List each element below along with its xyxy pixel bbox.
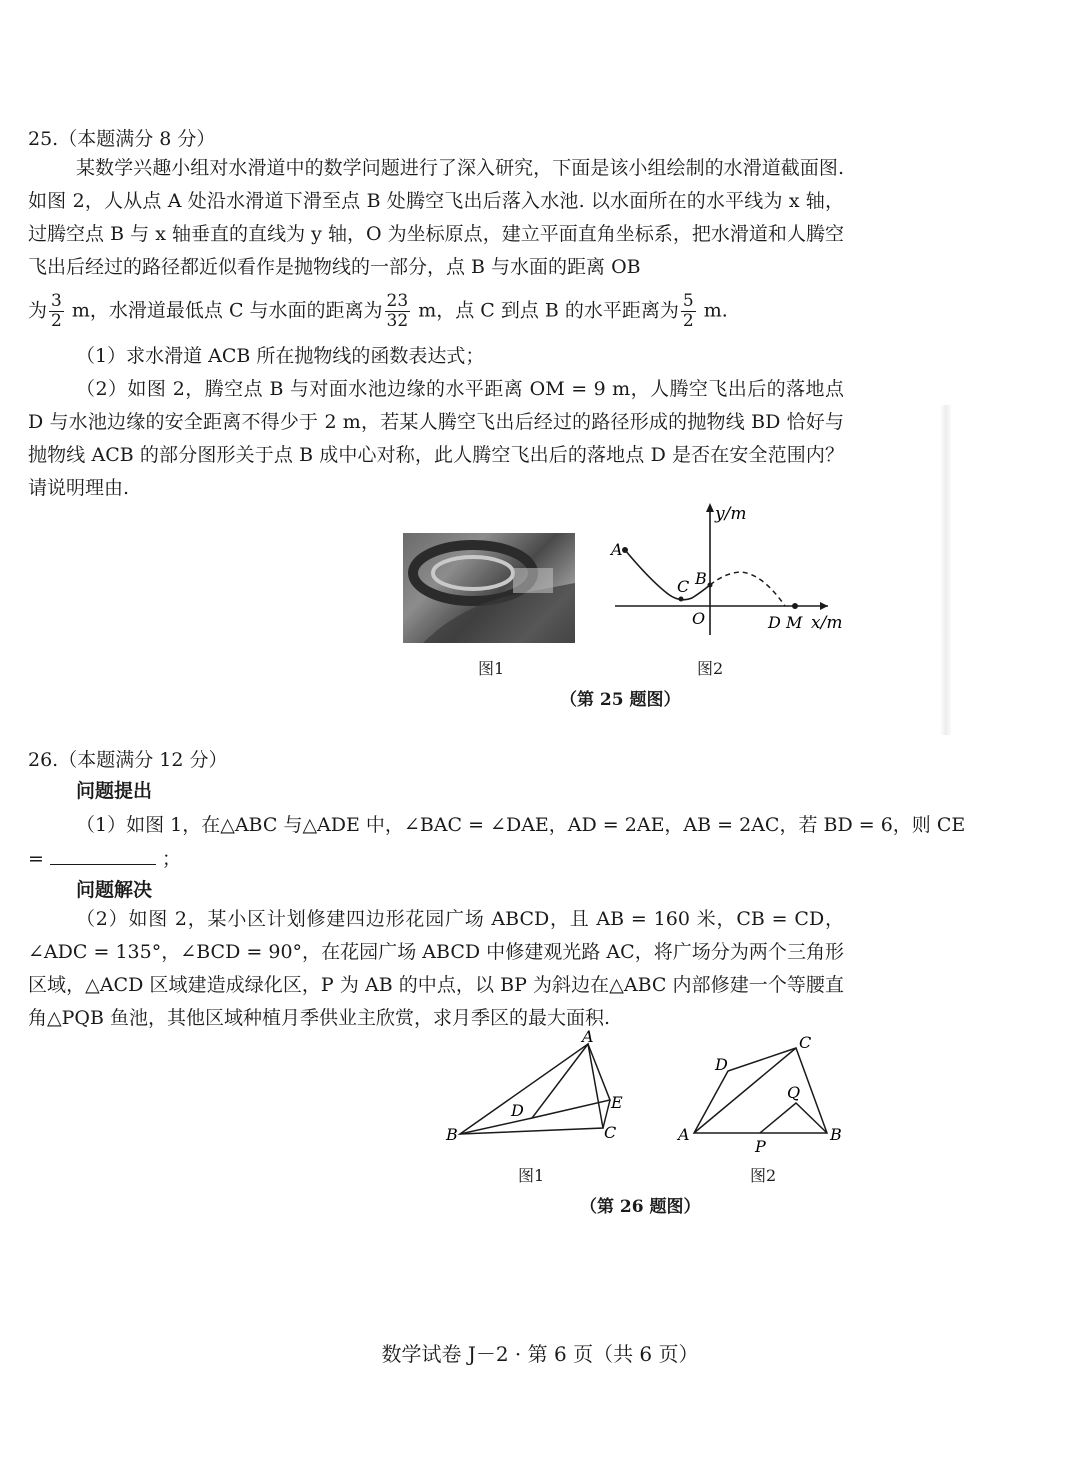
q26-header: 26.（本题满分 12 分） xyxy=(28,749,228,771)
label-c: C xyxy=(604,1123,617,1142)
q25-caption: （第 25 题图） xyxy=(560,690,681,710)
q26-caption: （第 26 题图） xyxy=(580,1197,701,1217)
q25-intro: 某数学兴趣小组对水滑道中的数学问题进行了深入研究，下面是该小组绘制的水滑道截面图. 如图 2，人从点 A 处沿水滑道下滑至点 B 处腾空飞出后落入水池. 以水面所在的水平线为 x 轴，过腾空点 B 与 x 轴垂直的直线为 y 轴，O 为坐标原点，建立平面直角坐标系，把水滑道和人腾空飞出后经过的路径都近似看作是抛物线的一部分，点 B 与水面的距离 OB xyxy=(28,157,844,278)
fraction-c-height: $\frac{23}{32}$ xyxy=(386,291,409,331)
fraction-ob: $\frac{3}{2}$ xyxy=(51,291,62,331)
q25-graph xyxy=(600,495,850,640)
segment-ac xyxy=(694,1048,796,1133)
q26-subheading-problem: 问题提出 xyxy=(76,780,153,802)
label-a: A xyxy=(611,540,623,559)
q26-fig2 xyxy=(672,1030,852,1160)
point-a xyxy=(622,547,628,553)
label-b: B xyxy=(830,1125,842,1144)
label-q: Q xyxy=(787,1083,801,1102)
answer-blank[interactable] xyxy=(50,864,156,865)
label-d: D xyxy=(768,613,781,632)
label-a: A xyxy=(582,1030,594,1046)
quadrilateral-abcd xyxy=(694,1048,827,1133)
label-c: C xyxy=(677,577,690,596)
fraction-cb-distance: $\frac{5}{2}$ xyxy=(682,291,694,331)
label-b: B xyxy=(695,569,707,588)
q26-fig1-label: 图1 xyxy=(518,1166,545,1185)
label-e: E xyxy=(611,1093,623,1112)
label-d: D xyxy=(511,1101,524,1120)
x-axis-arrow xyxy=(820,602,828,610)
q25-fig2-label: 图2 xyxy=(697,659,724,678)
page-footer: 数学试卷 J－2 · 第 6 页（共 6 页） xyxy=(381,1342,699,1366)
q25-part1: （1）求水滑道 ACB 所在抛物线的函数表达式； xyxy=(76,345,485,367)
label-b: B xyxy=(446,1125,458,1144)
label-p: P xyxy=(755,1137,766,1156)
parabola-bd xyxy=(710,572,785,606)
point-m xyxy=(792,603,798,609)
y-axis-arrow xyxy=(706,503,714,512)
q25-fig1-label: 图1 xyxy=(478,659,505,678)
photo-sketch xyxy=(403,533,575,643)
x-axis-label: x/m xyxy=(811,613,843,633)
q26-part2: （2）如图 2，某小区计划修建四边形花园广场 ABCD，且 AB = 160 米，CB = CD，∠ADC = 135°，∠BCD = 90°，在花园广场 ABCD 中修建观光路 AC，将广场分为两个三角形区域，△ACD 区域建造成绿化区，P 为 AB 的中点，以 BP 为斜边在△ABC 内部修建一个等腰直角△PQB 鱼池，其他区域种植月季供业主欣赏，求月季区的最大面积. xyxy=(28,908,844,1029)
label-m: M xyxy=(786,613,803,632)
q26-part1-line1: （1）如图 1，在△ABC 与△ADE 中，∠BAC = ∠DAE，AD = 2AE，AB = 2AC，若 BD = 6，则 CE xyxy=(76,814,966,836)
point-c xyxy=(679,597,684,602)
q25-intro-fraction-line: 为 $\frac{3}{2}$ m，水滑道最低点 C 与水面的距离为 $\frac{23}{32}$ m，点 C 到点 B 的水平距离为 $\frac{5}{2}$ m. xyxy=(28,291,728,331)
q26-fig1 xyxy=(440,1030,640,1150)
triangle-abc xyxy=(460,1044,603,1134)
label-c: C xyxy=(799,1033,812,1052)
q26-subheading-solution: 问题解决 xyxy=(76,879,153,901)
q25-header: 25.（本题满分 8 分） xyxy=(28,128,216,150)
y-axis-label: y/m xyxy=(715,504,747,524)
q26-fig2-label: 图2 xyxy=(750,1166,777,1185)
scan-shadow xyxy=(940,405,952,735)
label-a: A xyxy=(678,1125,690,1144)
q26-part1-line2: = ； xyxy=(28,848,181,870)
label-d: D xyxy=(715,1055,728,1074)
label-o: O xyxy=(692,609,706,628)
q25-part2: （2）如图 2，腾空点 B 与对面水池边缘的水平距离 OM = 9 m，人腾空飞出后的落地点 D 与水池边缘的安全距离不得少于 2 m，若某人腾空飞出后经过的路径形成的抛物线 BD 恰好与抛物线 ACB 的部分图形关于点 B 成中心对称，此人腾空飞出后的落地点 D 是否在安全范围内？请说明理由. xyxy=(28,378,844,499)
water-slide-photo xyxy=(403,533,575,643)
point-b xyxy=(708,583,713,588)
